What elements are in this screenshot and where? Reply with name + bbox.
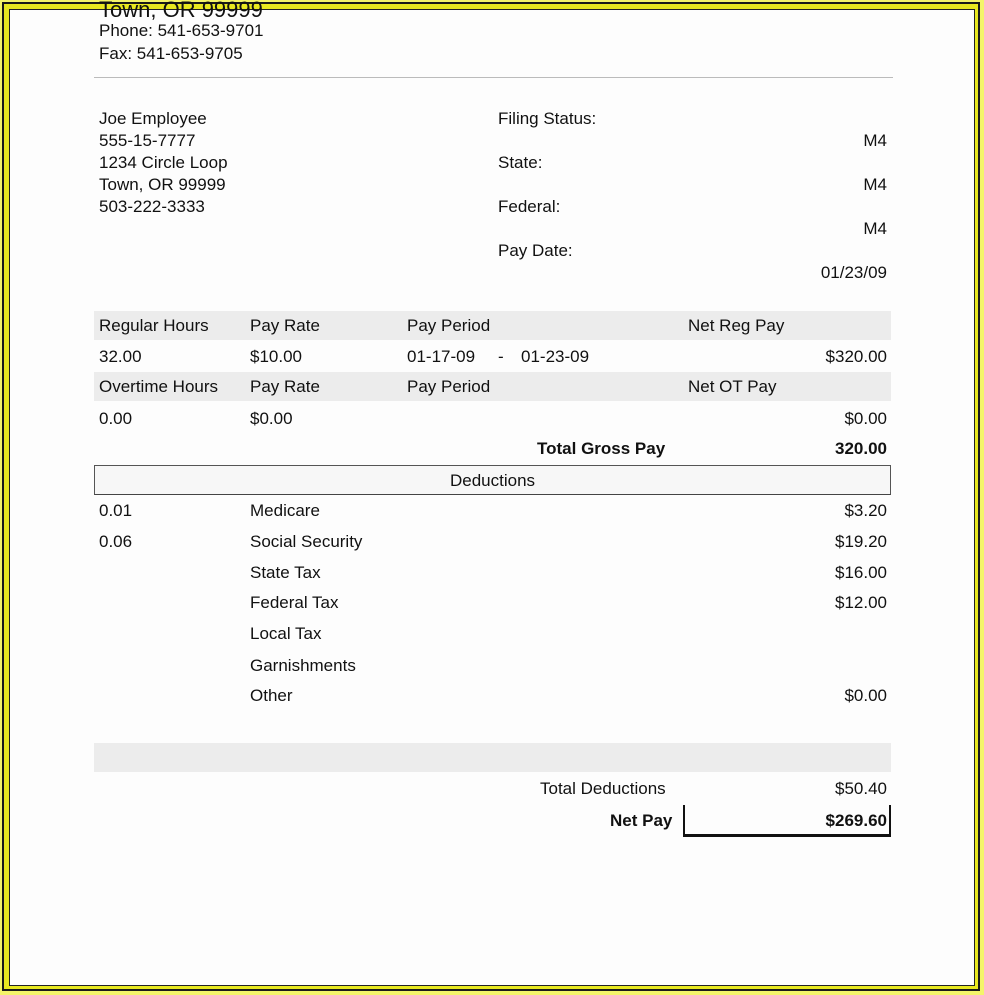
employee-name: Joe Employee bbox=[99, 109, 207, 128]
total-deductions-label: Total Deductions bbox=[540, 779, 666, 798]
deductions-header bbox=[94, 465, 891, 495]
total-deductions-value: $50.40 bbox=[835, 779, 887, 798]
regular-rate-value: $10.00 bbox=[250, 347, 302, 366]
overtime-hours-header: Overtime Hours bbox=[99, 377, 219, 396]
pay-stub-page bbox=[9, 0, 975, 986]
deduction-rate: 0.01 bbox=[99, 501, 133, 520]
employee-city: Town, OR 99999 bbox=[99, 175, 226, 194]
deduction-name: State Tax bbox=[250, 563, 321, 582]
deduction-name: Social Security bbox=[250, 532, 363, 551]
net-ot-pay-value: $0.00 bbox=[844, 409, 887, 428]
employee-street: 1234 Circle Loop bbox=[99, 153, 228, 172]
deduction-amount: $12.00 bbox=[835, 593, 887, 612]
filing-status-label: Filing Status: bbox=[498, 109, 597, 128]
net-pay-label: Net Pay bbox=[610, 811, 673, 830]
state-value: M4 bbox=[863, 175, 887, 194]
total-gross-pay-value: 320.00 bbox=[835, 439, 887, 458]
deduction-name: Federal Tax bbox=[250, 593, 339, 612]
deduction-amount: $16.00 bbox=[835, 563, 887, 582]
regular-period-end: 01-23-09 bbox=[521, 347, 590, 366]
regular-rate-header: Pay Rate bbox=[250, 316, 320, 335]
overtime-rate-value: $0.00 bbox=[250, 409, 293, 428]
regular-hours-value: 32.00 bbox=[99, 347, 142, 366]
deduction-rate: 0.06 bbox=[99, 532, 133, 551]
filing-status-value: M4 bbox=[863, 131, 887, 150]
net-reg-pay-header: Net Reg Pay bbox=[688, 316, 785, 335]
regular-period-separator: - bbox=[498, 347, 504, 366]
company-fax: Fax: 541-653-9705 bbox=[99, 44, 243, 63]
pay-date-label: Pay Date: bbox=[498, 241, 573, 260]
deduction-amount: $0.00 bbox=[844, 686, 887, 705]
deduction-amount: $3.20 bbox=[844, 501, 887, 520]
regular-period-start: 01-17-09 bbox=[407, 347, 476, 366]
net-reg-pay-value: $320.00 bbox=[825, 347, 887, 366]
overtime-rate-header: Pay Rate bbox=[250, 377, 320, 396]
deductions-title: Deductions bbox=[449, 471, 536, 490]
company-address: Town, OR 99999 bbox=[99, 0, 263, 22]
overtime-period-header: Pay Period bbox=[407, 377, 491, 396]
overtime-hours-value: 0.00 bbox=[99, 409, 133, 428]
deduction-name: Medicare bbox=[250, 501, 320, 520]
federal-label: Federal: bbox=[498, 197, 561, 216]
regular-period-header: Pay Period bbox=[407, 316, 491, 335]
regular-hours-header: Regular Hours bbox=[99, 316, 209, 335]
header-divider bbox=[94, 77, 893, 78]
employee-phone: 503-222-3333 bbox=[99, 197, 205, 216]
deduction-name: Local Tax bbox=[250, 624, 322, 643]
state-label: State: bbox=[498, 153, 543, 172]
deduction-amount: $19.20 bbox=[835, 532, 887, 551]
employee-ssn: 555-15-7777 bbox=[99, 131, 196, 150]
deduction-name: Garnishments bbox=[250, 656, 356, 675]
company-phone: Phone: 541-653-9701 bbox=[99, 21, 264, 40]
net-ot-pay-header: Net OT Pay bbox=[688, 377, 777, 396]
federal-value: M4 bbox=[863, 219, 887, 238]
deduction-name: Other bbox=[250, 686, 293, 705]
total-gross-pay-label: Total Gross Pay bbox=[537, 439, 666, 458]
spacer-band bbox=[94, 743, 891, 772]
net-pay-value: $269.60 bbox=[825, 811, 887, 830]
pay-date-value: 01/23/09 bbox=[820, 263, 887, 282]
